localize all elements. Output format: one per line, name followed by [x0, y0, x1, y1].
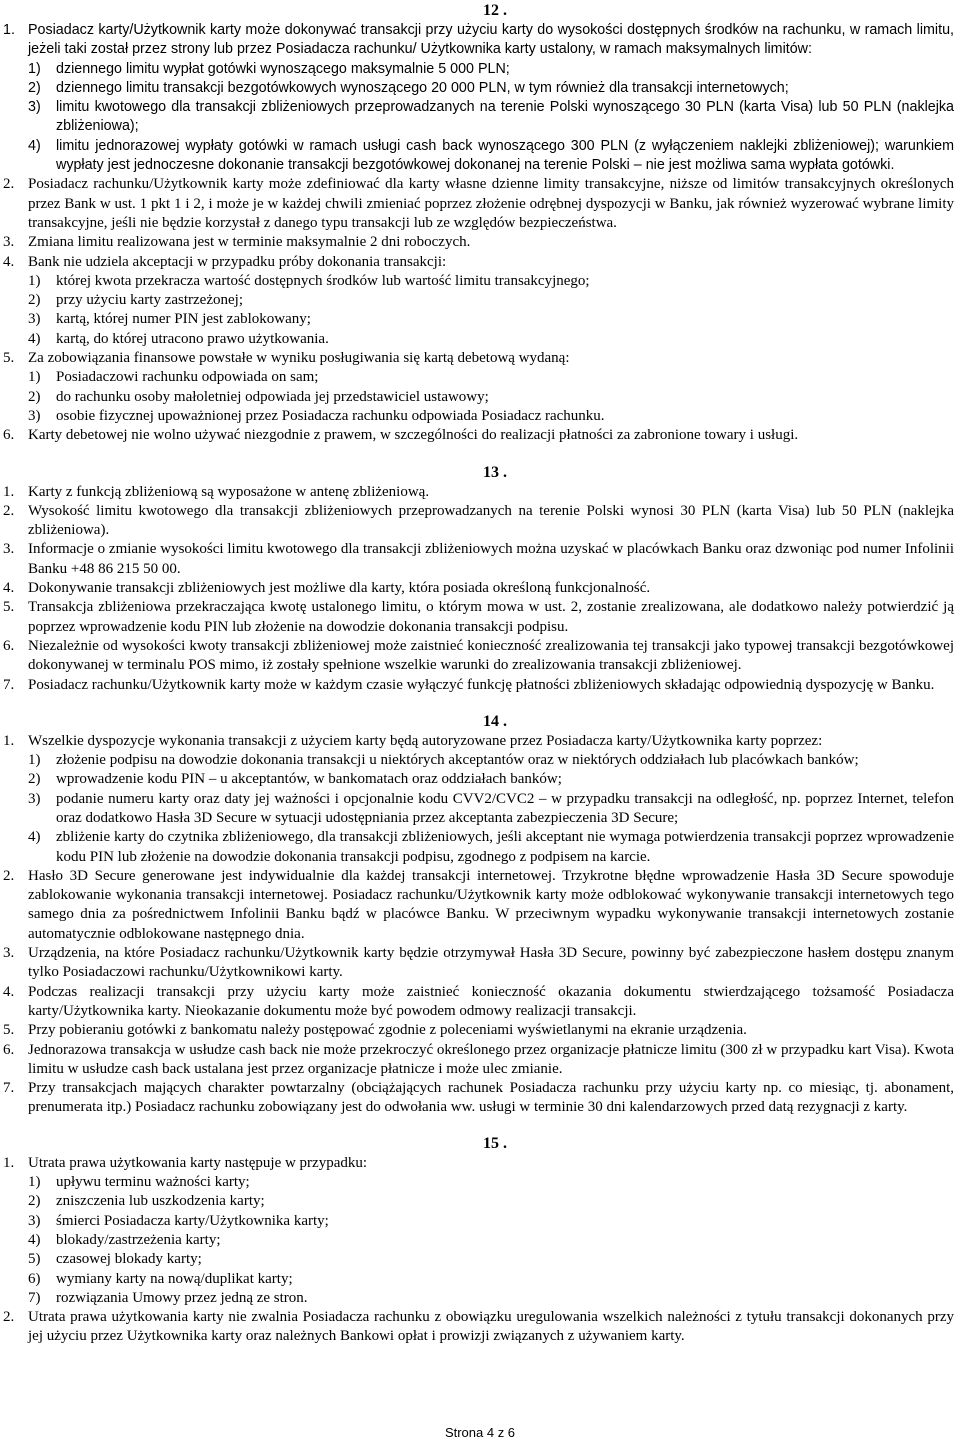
- list-item-number: 3): [28, 99, 41, 116]
- list-item-number: 1): [28, 752, 41, 769]
- list-item: [0, 388, 960, 407]
- list-item-number: 4): [28, 829, 41, 846]
- paragraph: [0, 1154, 960, 1173]
- list-item-number: 2): [28, 292, 41, 309]
- section-heading: 15 .: [483, 1134, 507, 1152]
- list-item-number: 6): [28, 1270, 41, 1287]
- paragraph-number: 7.: [3, 1080, 15, 1097]
- paragraph-number: 2.: [3, 1309, 15, 1326]
- paragraph: [0, 676, 960, 695]
- list-item-text: zbliżenie karty do czytnika zbliżeniowego, dla transakcji zbliżeniowych, jeśli akceptant nie wymaga potwierdzenia transakcji poprzez wprowadzenie kodu PIN lub złożenie na dowodzie dokonania transakcji podpisu, zgodnego z podpisem na karcie.: [56, 829, 954, 865]
- paragraph: [0, 253, 960, 272]
- list-item-text: podanie numeru karty oraz daty jej ważności i opcjonalnie kodu CVV2/CVC2 – w przypadku transakcji na odległość, np. poprzez Internet, telefon oraz dodatkowo Hasła 3D Secure w sytuacji udostępniania przez akceptanta zabezpieczenia 3D Secure;: [56, 790, 954, 826]
- list-item-text: przy użyciu karty zastrzeżonej;: [56, 292, 243, 309]
- paragraph-number: 5.: [3, 350, 15, 367]
- paragraph-text: Posiadacz rachunku/Użytkownik karty może w każdym czasie wyłączyć funkcję płatności zbliżeniowych składając odpowiednią dyspozycję w Banku.: [28, 676, 935, 693]
- list-item-text: której kwota przekracza wartość dostępnych środków lub wartość limitu transakcyjnego;: [56, 272, 590, 289]
- paragraph: [0, 349, 960, 368]
- list-item-number: 1): [28, 1174, 41, 1191]
- list-item-text: wymiany karty na nową/duplikat karty;: [56, 1270, 293, 1287]
- paragraph-text: Informacje o zmianie wysokości limitu kwotowego dla transakcji zbliżeniowych można uzyskać w placówkach Banku oraz dzwoniąc pod numer Infolinii Banku +48 86 215 50 00.: [28, 541, 954, 577]
- paragraph-text: Wysokość limitu kwotowego dla transakcji zbliżeniowych przeprowadzanych na terenie Polski wynosi 30 PLN (karta Visa) lub 50 PLN (naklejka zbliżeniowa).: [28, 502, 954, 539]
- list-item-number: 3): [28, 790, 41, 807]
- list-item-text: dziennego limitu transakcji bezgotówkowych wynoszącego 20 000 PLN, w tym również dla transakcji internetowych;: [56, 79, 789, 96]
- section-14: [0, 711, 960, 1118]
- list-item-text: blokady/zastrzeżenia karty;: [56, 1231, 221, 1248]
- list-item-number: 1): [28, 272, 41, 289]
- list-item: [0, 790, 960, 829]
- paragraph-text: Posiadacz karty/Użytkownik karty może dokonywać transakcji przy użyciu karty do wysokości dostępnych środków na rachunku, w ramach limitu, jeżeli taki został przez strony lub przez Posiadacza rachunku/ Użytkownika karty ustalony, w ramach maksymalnych limitów:: [28, 22, 954, 58]
- paragraph-text: Niezależnie od wysokości kwoty transakcji zbliżeniowej może zaistnieć konieczność zrealizowania tej transakcji jako typowej transakcji bezgotówkowej dokonywanej w terminalu POS mimo, iż zostały spełnione wszelkie warunki do zrealizowania transakcji zbliżeniowej.: [28, 637, 954, 674]
- paragraph-number: 1.: [3, 22, 15, 38]
- paragraph: [0, 21, 960, 60]
- paragraph-text: Podczas realizacji transakcji przy użyciu karty może zaistnieć konieczność okazania dokumentu stwierdzającego tożsamość Posiadacza karty/Użytkownika karty. Nieokazanie dokumentu może być powodem odmowy realizacji transakcji.: [28, 983, 954, 1019]
- paragraph-text: Bank nie udziela akceptacji w przypadku próby dokonania transakcji:: [28, 253, 447, 270]
- list-item: [0, 1289, 960, 1308]
- list-item-number: 3): [28, 1212, 41, 1229]
- list-item: [0, 79, 960, 98]
- list-item-text: kartą, której numer PIN jest zablokowany;: [56, 311, 311, 328]
- paragraph-number: 4.: [3, 983, 15, 1000]
- section-heading: 14 .: [483, 712, 507, 730]
- paragraph-text: Za zobowiązania finansowe powstałe w wyniku posługiwania się kartą debetową wydaną:: [28, 350, 570, 367]
- list-item: [0, 272, 960, 291]
- section-heading: 12 .: [483, 2, 507, 19]
- paragraph-number: 2.: [3, 502, 15, 519]
- list-item-text: wprowadzenie kodu PIN – u akceptantów, w bankomatach oraz oddziałach banków;: [56, 771, 562, 788]
- paragraph-number: 3.: [3, 234, 15, 251]
- paragraph-text: Przy pobieraniu gotówki z bankomatu należy postępować zgodnie z poleceniami wyświetlanymi na ekranie urządzenia.: [28, 1022, 747, 1039]
- list-item-number: 5): [28, 1251, 41, 1268]
- list-item: [0, 1192, 960, 1211]
- list-item-text: do rachunku osoby małoletniej odpowiada jej przedstawiciel ustawowy;: [56, 388, 489, 405]
- paragraph: [0, 598, 960, 637]
- paragraph: [0, 233, 960, 252]
- section-13: [0, 462, 960, 695]
- paragraph-number: 1.: [3, 483, 15, 500]
- paragraph-number: 7.: [3, 676, 15, 693]
- section-15: [0, 1133, 960, 1347]
- list-item-text: upływu terminu ważności karty;: [56, 1174, 250, 1191]
- list-item: [0, 137, 960, 176]
- list-item: [0, 1173, 960, 1192]
- list-item-number: 2): [28, 771, 41, 788]
- paragraph-text: Transakcja zbliżeniowa przekraczająca kwotę ustalonego limitu, o którym mowa w ust. 2, zostanie zrealizowana, ale dodatkowo należy potwierdzić ją poprzez wprowadzenie kodu PIN lub złożenie na dowodzie dokonania transakcji podpisu.: [28, 599, 954, 635]
- paragraph-text: Utrata prawa użytkowania karty nie zwalnia Posiadacza rachunku z obowiązku uregulowania wszelkich należności z tytułu transakcji dokonanych przy jej użyciu przez Użytkownika karty oraz należnych Bankowi opłat i prowizji związanych z używaniem karty.: [28, 1309, 954, 1345]
- list-item: [0, 751, 960, 770]
- list-item: [0, 1270, 960, 1289]
- list-item: [0, 1231, 960, 1250]
- paragraph-number: 2.: [3, 867, 15, 884]
- list-item-text: czasowej blokady karty;: [56, 1251, 202, 1268]
- paragraph-number: 5.: [3, 599, 15, 616]
- list-item: [0, 770, 960, 789]
- paragraph: [0, 867, 960, 944]
- list-item: [0, 368, 960, 387]
- paragraph: [0, 426, 960, 445]
- list-item-number: 4): [28, 330, 41, 347]
- paragraph-text: Zmiana limitu realizowana jest w terminie maksymalnie 2 dni roboczych.: [28, 234, 471, 251]
- list-item-number: 1): [28, 369, 41, 386]
- paragraph: [0, 579, 960, 598]
- paragraph: [0, 483, 960, 502]
- section-12: [0, 0, 960, 175]
- paragraph-text: Posiadacz rachunku/Użytkownik karty może zdefiniować dla karty własne dzienne limity transakcyjne, niższe od limitów transakcyjnych określonych przez Bank w ust. 1 pkt 1 i 2, i może je w każdej chwili zmieniać poprzez złożenie odrębnej dyspozycji w Banku, jak również wyzerować wybrane limity transakcyjne, jeśli nie będzie korzystał z danego typu transakcji lub ze względów bezpieczeństwa.: [28, 176, 954, 231]
- paragraph-text: Dokonywanie transakcji zbliżeniowych jest możliwe dla karty, która posiada określoną funkcjonalność.: [28, 580, 651, 597]
- paragraph: [0, 983, 960, 1022]
- list-item-number: 2): [28, 1193, 41, 1210]
- paragraph-number: 2.: [3, 176, 15, 193]
- paragraph-number: 1.: [3, 1154, 15, 1171]
- list-item: [0, 828, 960, 867]
- list-item-number: 2): [28, 79, 41, 96]
- list-item-number: 2): [28, 388, 41, 405]
- paragraph-text: Karty z funkcją zbliżeniową są wyposażone w antenę zbliżeniową.: [28, 483, 430, 500]
- list-item-text: dziennego limitu wypłat gotówki wynoszącego maksymalnie 5 000 PLN;: [56, 60, 510, 77]
- list-item-number: 1): [28, 60, 41, 77]
- paragraph-number: 6.: [3, 427, 15, 444]
- paragraph-number: 3.: [3, 945, 15, 962]
- paragraph-number: 6.: [3, 637, 15, 654]
- paragraph-text: Hasło 3D Secure generowane jest indywidualnie dla każdej transakcji internetowej. Trzykrotne błędne wprowadzenie Hasła 3D Secure spowoduje zablokowanie wykonania transakcji internetowej. Posiadacz rachunku/Użytkownik karty może odblokować wykonywanie transakcji internetowych tego samego dnia za pośrednictwem Infolinii Banku bądź w placówce Banku. W przeciwnym wypadku wykonywanie transakcji internetowych zostanie automatycznie odblokowane następnego dnia.: [28, 867, 954, 942]
- paragraph: [0, 1021, 960, 1040]
- list-item: [0, 291, 960, 310]
- list-item-text: kartą, do której utracono prawo użytkowania.: [56, 330, 329, 347]
- list-item-text: limitu jednorazowej wypłaty gotówki w ramach usługi cash back wynoszącego 300 PLN (z wyłączeniem naklejki zbliżeniowej); warunkiem wypłaty jest jednoczesne dokonanie transakcji bezgotówkowej dokonanej na terenie Polski – nie jest możliwa sama wypłata gotówki.: [56, 137, 954, 174]
- list-item-text: rozwiązania Umowy przez jedną ze stron.: [56, 1289, 308, 1306]
- paragraph-number: 3.: [3, 541, 15, 558]
- paragraph: [0, 1079, 960, 1118]
- paragraph-text: Przy transakcjach mających charakter powtarzalny (obciążających rachunek Posiadacza rachunku przy użyciu karty np. co miesiąc, tj. abonament, prenumerata itp.) Posiadacz rachunku zobowiązany jest do odwołania ww. usługi w terminie 30 dni kalendarzowych przed datą rezygnacji z karty.: [28, 1080, 954, 1116]
- paragraph: [0, 732, 960, 751]
- page-number: Strona 4 z 6: [444, 1425, 516, 1440]
- paragraph: [0, 637, 960, 676]
- list-item-text: zniszczenia lub uszkodzenia karty;: [56, 1193, 265, 1210]
- paragraph-number: 4.: [3, 253, 15, 270]
- paragraph: [0, 1308, 960, 1347]
- list-item: [0, 1250, 960, 1269]
- paragraph-text: Jednorazowa transakcja w usłudze cash back nie może przekroczyć określonego przez organizacje płatnicze limitu (300 zł w przypadku kart Visa). Kwota limitu w usłudze cash back ustalana jest przez organizacje płatnicze i może ulec zmianie.: [28, 1041, 954, 1077]
- list-item: [0, 60, 960, 79]
- paragraph-text: Wszelkie dyspozycje wykonania transakcji z użyciem karty będą autoryzowane przez Posiadacza karty/Użytkownika karty poprzez:: [28, 732, 823, 749]
- list-item-number: 3): [28, 311, 41, 328]
- list-item: [0, 407, 960, 426]
- paragraph-number: 6.: [3, 1041, 15, 1058]
- paragraph: [0, 175, 960, 233]
- list-item: [0, 98, 960, 137]
- list-item-text: złożenie podpisu na dowodzie dokonania transakcji u niektórych akceptantów oraz w niektórych oddziałach lub placówkach banków;: [56, 752, 859, 769]
- paragraph: [0, 944, 960, 983]
- list-item-text: limitu kwotowego dla transakcji zbliżeniowych przeprowadzanych na terenie Polski wynoszącego 30 PLN (karta Visa) lub 50 PLN (naklejka zbliżeniowa);: [56, 99, 954, 135]
- list-item: [0, 1212, 960, 1231]
- list-item: [0, 310, 960, 329]
- section-heading: 13 .: [483, 463, 507, 481]
- paragraph: [0, 502, 960, 541]
- list-item-text: śmierci Posiadacza karty/Użytkownika karty;: [56, 1212, 329, 1229]
- list-item: [0, 330, 960, 349]
- list-item-number: 4): [28, 137, 41, 154]
- paragraph-number: 5.: [3, 1022, 15, 1039]
- paragraph-text: Karty debetowej nie wolno używać niezgodnie z prawem, w szczególności do realizacji płatności za zabronione towary i usługi.: [28, 427, 799, 444]
- list-item-number: 3): [28, 407, 41, 424]
- list-item-number: 7): [28, 1289, 41, 1306]
- paragraph-number: 1.: [3, 732, 15, 749]
- list-item-number: 4): [28, 1231, 41, 1248]
- paragraph: [0, 1041, 960, 1080]
- list-item-text: Posiadaczowi rachunku odpowiada on sam;: [56, 369, 319, 386]
- paragraph-text: Utrata prawa użytkowania karty następuje w przypadku:: [28, 1154, 368, 1171]
- paragraph-text: Urządzenia, na które Posiadacz rachunku/Użytkownik karty będzie otrzymywał Hasła 3D Secure, powinny być zabezpieczone hasłem dostępu znanym tylko Posiadaczowi rachunku/Użytkownikowi karty.: [28, 945, 954, 981]
- list-item-text: osobie fizycznej upoważnionej przez Posiadacza rachunku odpowiada Posiadacz rachunku.: [56, 407, 605, 424]
- paragraph: [0, 540, 960, 579]
- paragraph-number: 4.: [3, 580, 15, 597]
- section-12-continued: [0, 175, 960, 445]
